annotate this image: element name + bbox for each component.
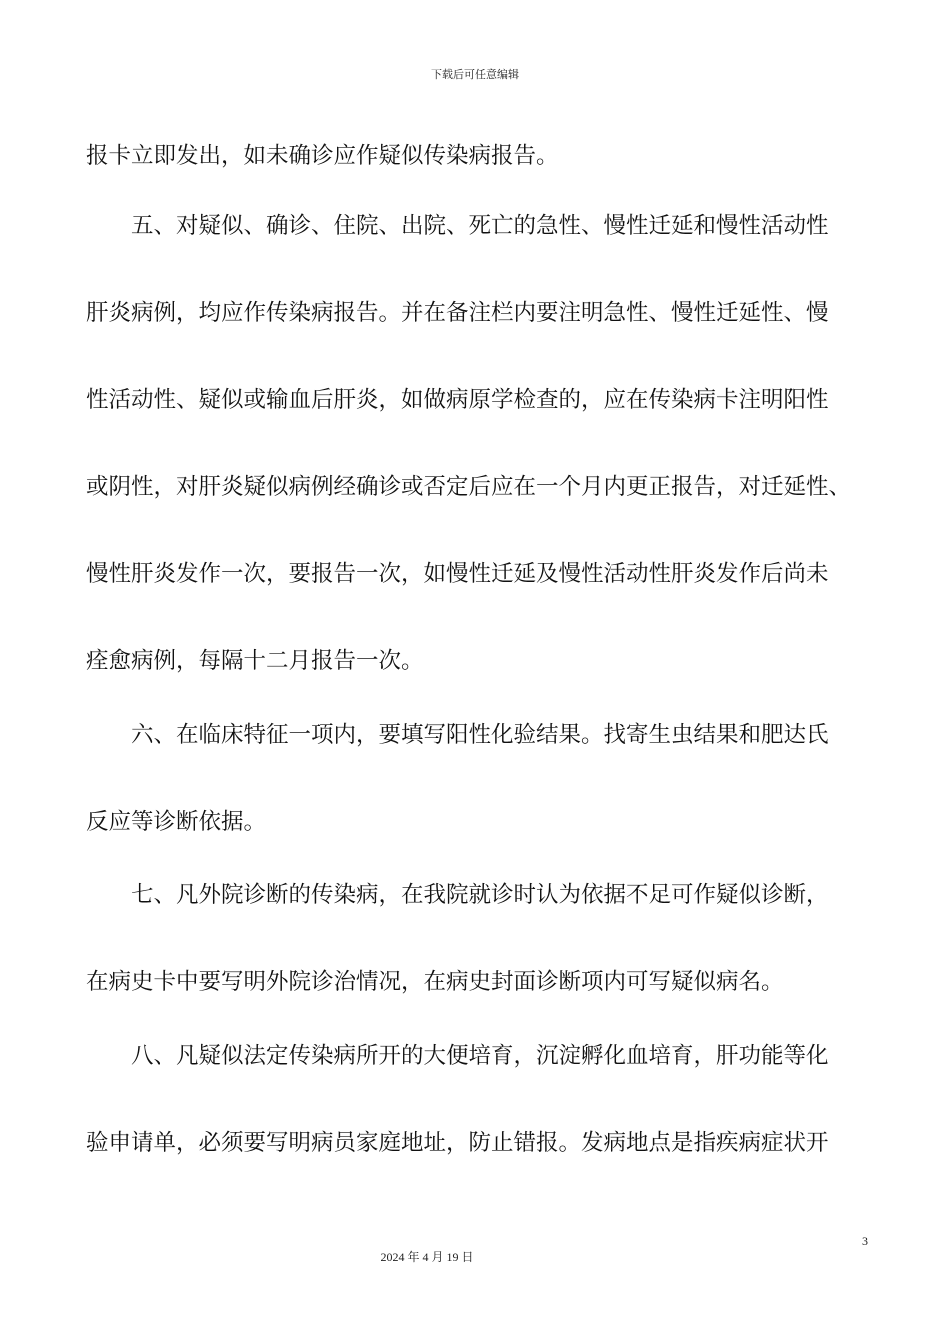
body-line: 验申请单，必须要写明病员家庭地址，防止错报。发病地点是指疾病症状开 bbox=[86, 1130, 829, 1156]
body-line: 性活动性、疑似或输血后肝炎，如做病原学检查的，应在传染病卡注明阳性 bbox=[86, 387, 829, 413]
page-header: 下载后可任意编辑 bbox=[431, 68, 519, 81]
body-line: 慢性肝炎发作一次，要报告一次，如慢性迁延及慢性活动性肝炎发作后尚未 bbox=[86, 561, 829, 587]
body-line: 八、凡疑似法定传染病所开的大便培育，沉淀孵化血培育，肝功能等化 bbox=[86, 1043, 829, 1069]
body-line: 在病史卡中要写明外院诊治情况，在病史封面诊断项内可写疑似病名。 bbox=[86, 969, 784, 995]
page-number: 3 bbox=[862, 1234, 868, 1248]
body-line: 肝炎病例，均应作传染病报告。并在备注栏内要注明急性、慢性迁延性、慢 bbox=[86, 300, 829, 326]
body-line: 五、对疑似、确诊、住院、出院、死亡的急性、慢性迁延和慢性活动性 bbox=[86, 213, 829, 239]
body-line: 报卡立即发出，如未确诊应作疑似传染病报告。 bbox=[86, 143, 559, 169]
body-line: 反应等诊断依据。 bbox=[86, 809, 267, 835]
body-line: 六、在临床特征一项内，要填写阳性化验结果。找寄生虫结果和肥达氏 bbox=[86, 722, 829, 748]
footer-date: 2024 年 4 月 19 日 bbox=[380, 1250, 474, 1264]
body-line: 痊愈病例，每隔十二月报告一次。 bbox=[86, 648, 424, 674]
body-line: 或阴性，对肝炎疑似病例经确诊或否定后应在一个月内更正报告，对迁延性、 bbox=[86, 474, 852, 500]
body-line: 七、凡外院诊断的传染病，在我院就诊时认为依据不足可作疑似诊断， bbox=[86, 882, 829, 908]
